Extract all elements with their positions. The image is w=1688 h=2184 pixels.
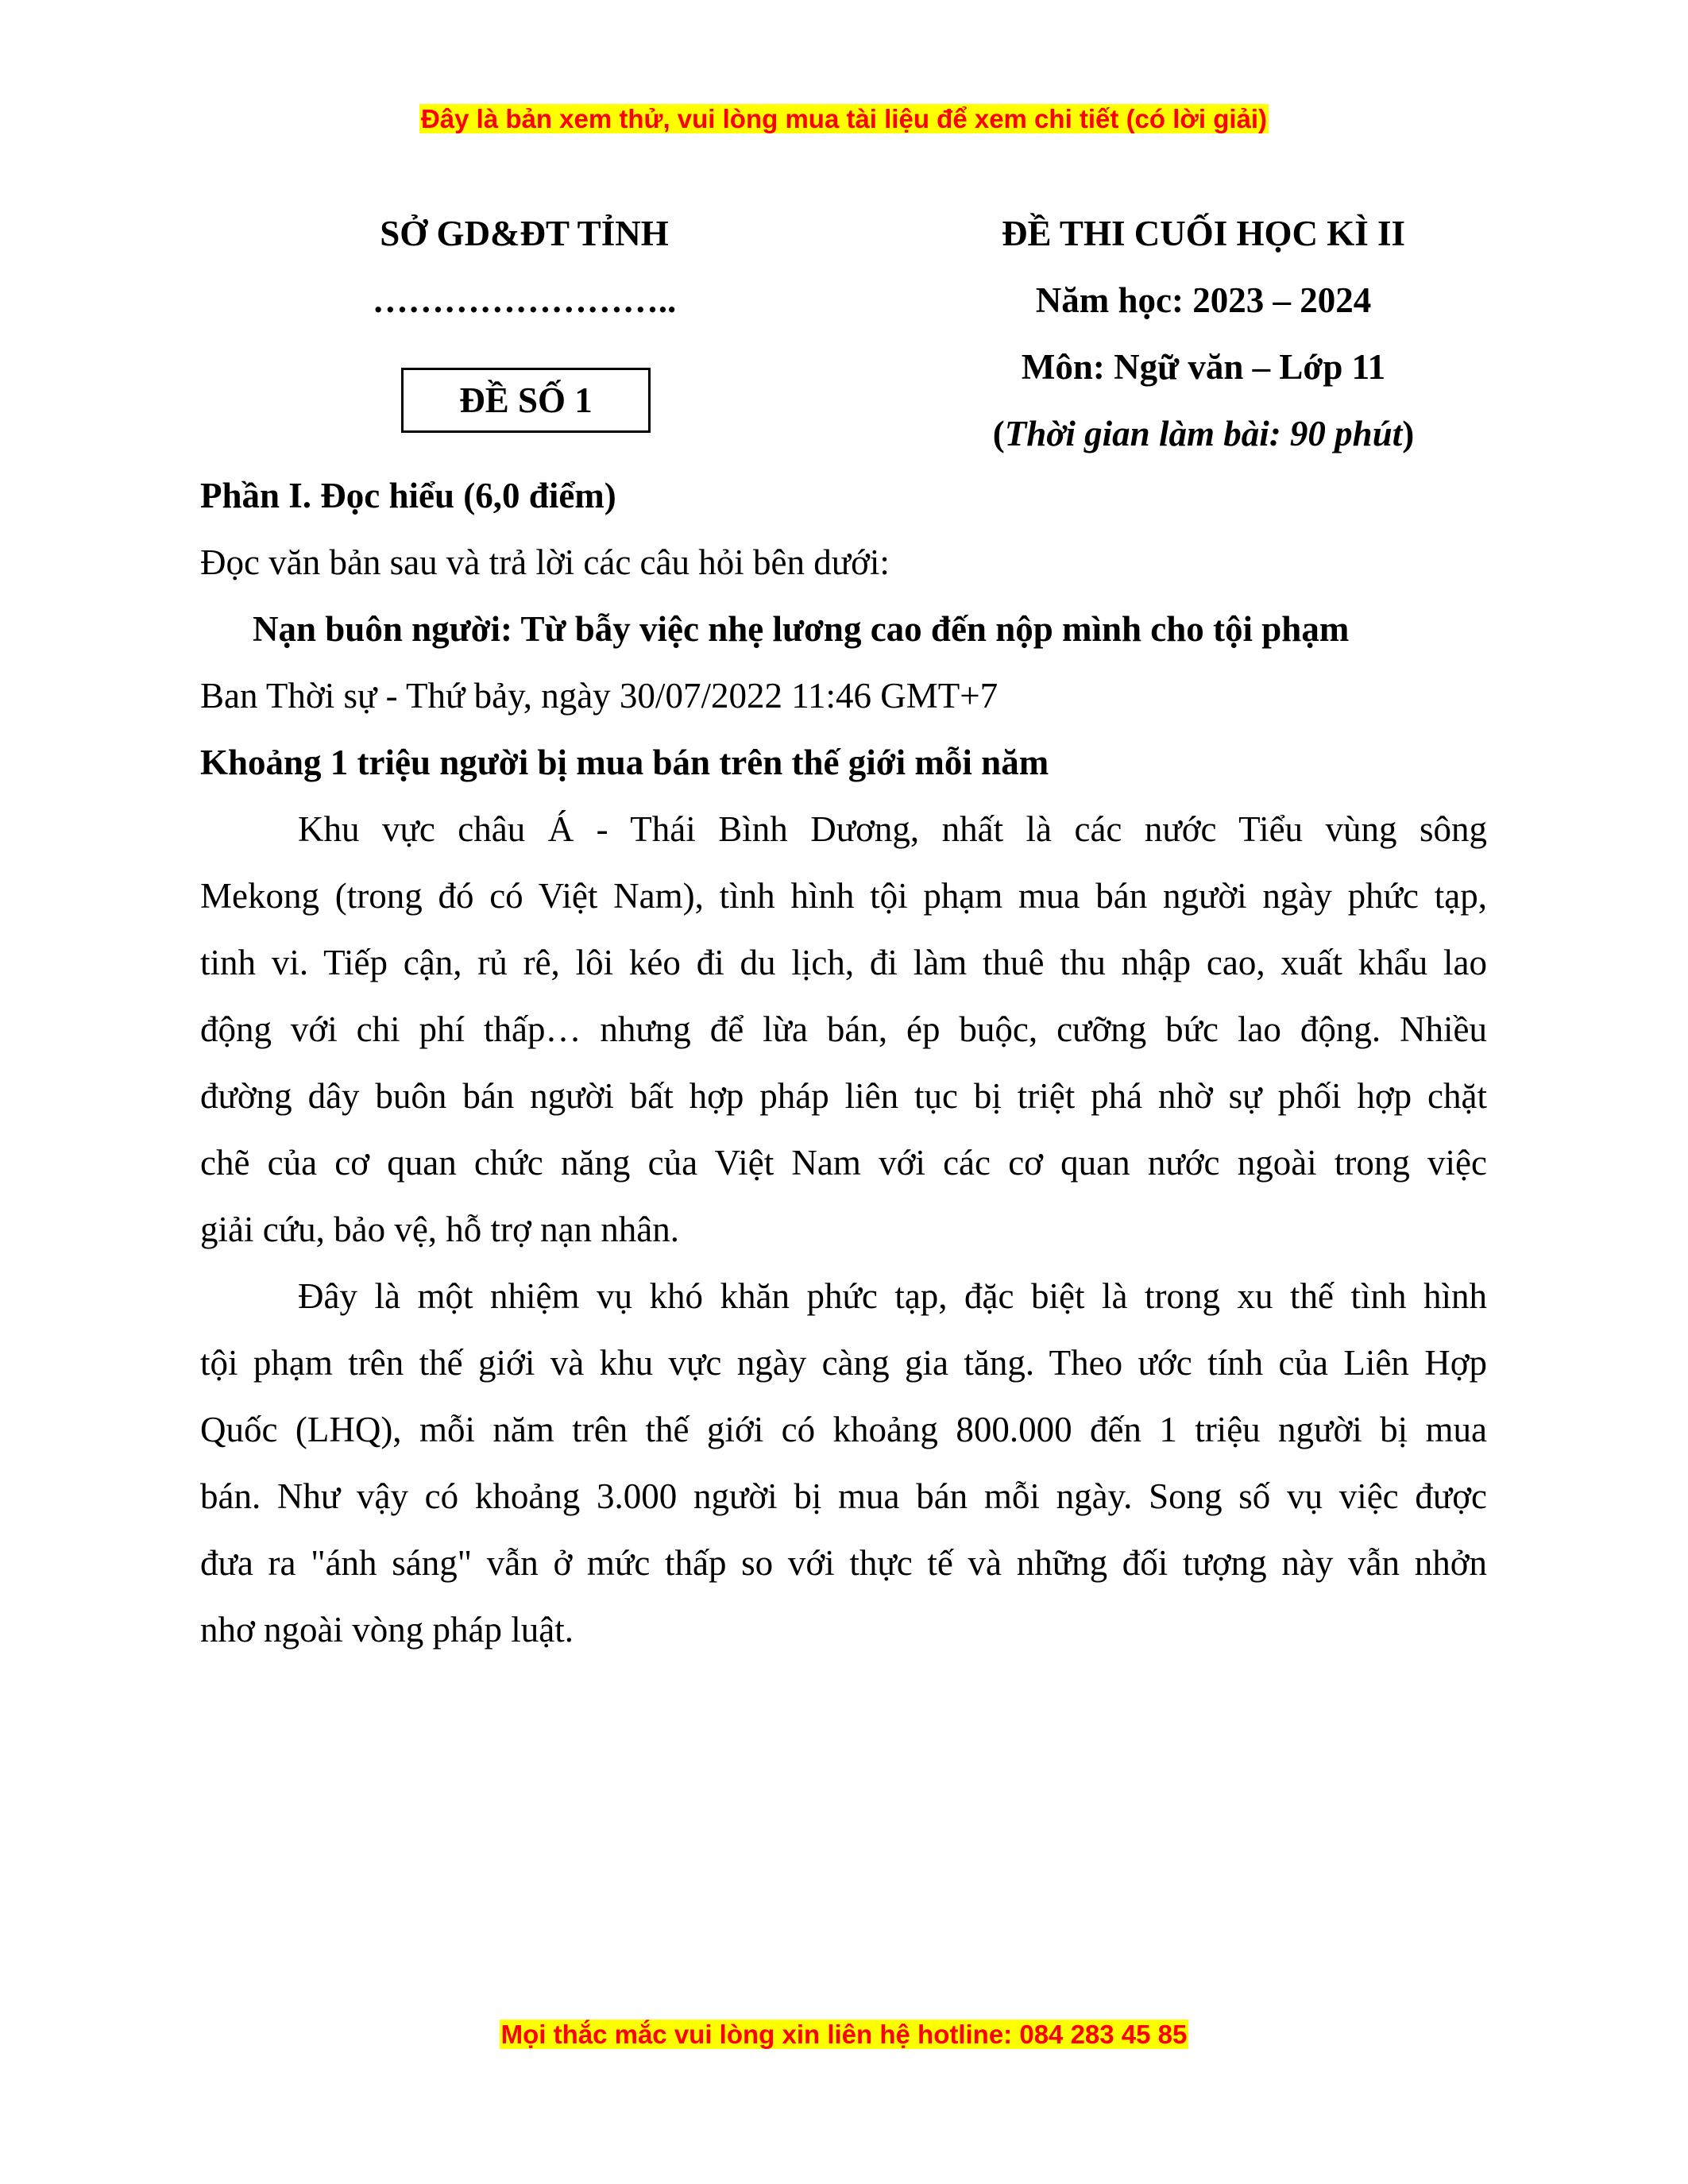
hotline-notice [0, 2017, 1688, 2052]
preview-notice [0, 102, 1688, 137]
duration-close-paren: ) [1402, 414, 1415, 453]
subject-line: Môn: Ngữ văn – Lớp 11 [1021, 347, 1386, 387]
section-heading: Phần I. Đọc hiểu (6,0 điểm) [200, 476, 616, 515]
paragraph-line: nhơ ngoài vòng pháp luật. [200, 1610, 574, 1650]
school-year: Năm học: 2023 – 2024 [1035, 280, 1372, 320]
paragraph-line: bán. Như vậy có khoảng 3.000 người bị mua bán mỗi ngày. Song số vụ việc được [200, 1476, 1487, 1516]
duration-text: Thời gian làm bài: 90 phút [1004, 414, 1403, 453]
paragraph-line: động với chi phí thấp… nhưng để lừa bán, ép buộc, cưỡng bức lao động. Nhiều [200, 1009, 1487, 1049]
paragraph-line: tinh vi. Tiếp cận, rủ rê, lôi kéo đi du lịch, đi làm thuê thu nhập cao, xuất khẩu lao [200, 943, 1487, 982]
paragraph-line: chẽ của cơ quan chức năng của Việt Nam với các cơ quan nước ngoài trong việc [200, 1143, 1487, 1183]
exam-code-box: ĐỀ SỐ 1 [401, 368, 651, 433]
duration-open-paren: ( [992, 414, 1005, 453]
paragraph-line: giải cứu, bảo vệ, hỗ trợ nạn nhân. [200, 1210, 680, 1249]
exam-title: ĐỀ THI CUỐI HỌC KÌ II [1001, 214, 1406, 253]
preview-notice-text: Đây là bản xem thử, vui lòng mua tài liệu để xem chi tiết (có lời giải) [420, 104, 1268, 133]
paragraph-line: Quốc (LHQ), mỗi năm trên thế giới có khoảng 800.000 đến 1 triệu người bị mua [200, 1410, 1487, 1449]
department-name: SỞ GD&ĐT TỈNH [380, 214, 669, 253]
paragraph-line: Khu vực châu Á - Thái Bình Dương, nhất là các nước Tiểu vùng sông [298, 809, 1487, 849]
paragraph-line: Mekong (trong đó có Việt Nam), tình hình tội phạm mua bán người ngày phức tạp, [200, 876, 1487, 916]
paragraph-line: Đây là một nhiệm vụ khó khăn phức tạp, đặc biệt là trong xu thế tình hình [298, 1276, 1487, 1316]
exam-duration [902, 413, 1505, 454]
article-title: Nạn buôn người: Từ bẫy việc nhẹ lương cao đến nộp mình cho tội phạm [253, 609, 1350, 649]
province-placeholder: …………………….. [372, 280, 677, 320]
paragraph-line: tội phạm trên thế giới và khu vực ngày càng gia tăng. Theo ước tính của Liên Hợp [200, 1343, 1487, 1383]
article-subheading: Khoảng 1 triệu người bị mua bán trên thế giới mỗi năm [200, 743, 1049, 782]
paragraph-line: đưa ra "ánh sáng" vẫn ở mức thấp so với thực tế và những đối tượng này vẫn nhởn [200, 1543, 1487, 1583]
paragraph-line: đường dây buôn bán người bất hợp pháp liên tục bị triệt phá nhờ sự phối hợp chặt [200, 1076, 1487, 1116]
hotline-notice-text: Mọi thắc mắc vui lòng xin liên hệ hotline: 084 283 45 85 [500, 2020, 1188, 2049]
article-byline: Ban Thời sự - Thứ bảy, ngày 30/07/2022 11:46 GMT+7 [200, 676, 999, 716]
section-instruction: Đọc văn bản sau và trả lời các câu hỏi bên dưới: [200, 542, 890, 582]
